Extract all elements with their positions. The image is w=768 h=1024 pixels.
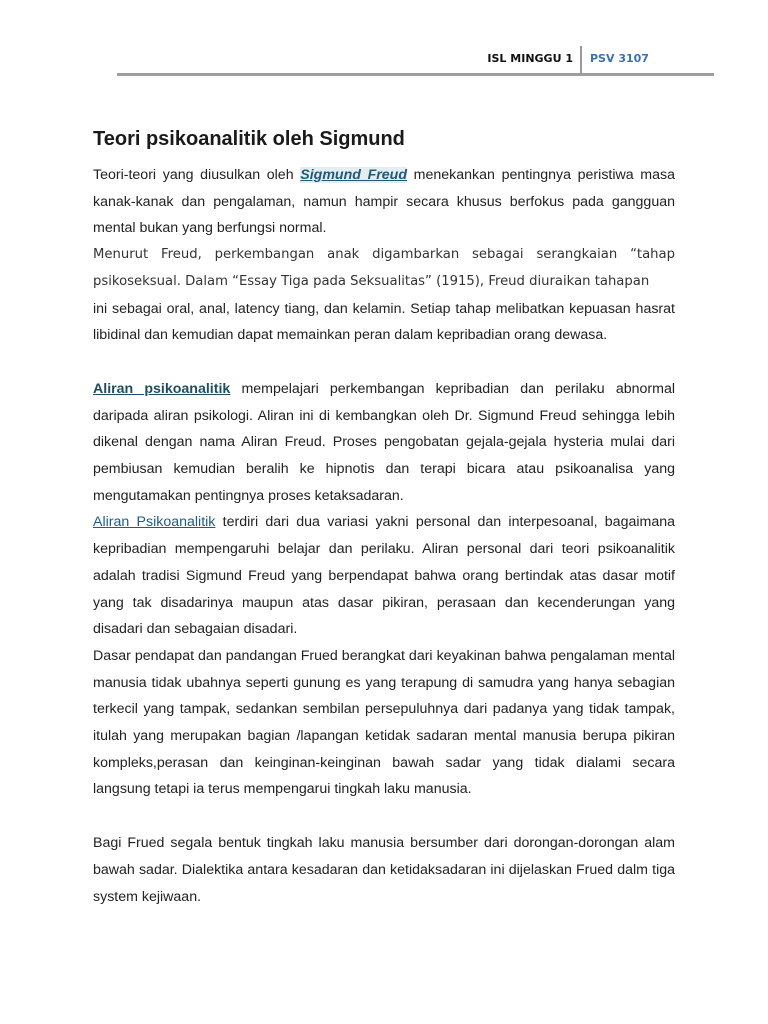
paragraph-variasi-text: terdiri dari dua variasi yakni personal dan interpesoanal, bagaimana kepribadian mempengaruhi belajar dan perilaku. Aliran personal dari teori psikoanalitik adalah tradisi Sigmund Freud yang berpendapat bahwa orang bertindak atas dasar motif yang tak disadarinya maupun atas dasar pikiran, perasaan dan kecenderungan yang disadari dan sebagaian disadari.	[93, 514, 675, 638]
document-body	[93, 124, 675, 910]
paragraph-variasi	[93, 509, 675, 643]
paragraph-intro	[93, 162, 675, 242]
aliran-psikoanalitik-link[interactable]: Aliran psikoanalitik	[93, 380, 231, 397]
header-rule	[117, 73, 714, 76]
paragraph-gap	[93, 349, 675, 376]
page-header	[0, 46, 768, 76]
header-separator	[580, 46, 582, 76]
paragraph-dasar-pendapat: Dasar pendapat dan pandangan Frued berangkat dari keyakinan bahwa pengalaman mental manusia tidak ubahnya seperti gunung es yang terapung di samudra yang hanya sebagian terkecil yang tampak, sedankan sembilan persepuluhnya dari padanya yang tidak tampak, itulah yang merupakan bagian /lapangan ketidak sadaran mental manusia berupa pikiran kompleks,perasan dan keinginan-keinginan bawah sadar yang tidak dialami secara langsung tetapi ia terus mempengarui tingkah laku manusia.	[93, 647, 675, 798]
document-title: Teori psikoanalitik oleh Sigmund	[93, 128, 405, 150]
header-course-week: ISL MINGGU 1	[487, 52, 573, 65]
paragraph-bagi-frued: Bagi Frued segala bentuk tingkah laku manusia bersumber dari dorongan-dorongan alam bawah sadar. Dialektika antara kesadaran dan ketidaksadaran ini dijelaskan Frued dalm tiga system kejiwaan.	[93, 835, 675, 905]
paragraph-gap-2	[93, 803, 675, 830]
sigmund-freud-link[interactable]: Sigmund Freud	[300, 167, 408, 183]
paragraph-intro-text-before: Teori-teori yang diusulkan oleh	[93, 167, 301, 183]
paragraph-aliran	[93, 376, 675, 510]
paragraph-aliran-text: mempelajari perkembangan kepribadian dan perilaku abnormal daripada aliran psikologi. Aliran ini di kembangkan oleh Dr. Sigmund Freud sehingga lebih dikenal dengan nama Aliran Freud. Proses pengobatan gejala-gejala hysteria mulai dari pembiusan kemudian beralih ke hipnotis dan terapi bicara atau psikoanalisa yang mengutamakan pentingnya proses ketaksadaran.	[93, 380, 675, 504]
paragraph-freud-stages: Menurut Freud, perkembangan anak digambarkan sebagai serangkaian “tahap psikoseksual. Dalam “Essay Tiga pada Seksualitas” (1915), Freud diuraikan tahapan	[93, 247, 675, 289]
paragraph-freud-stages-cont: ini sebagai oral, anal, latency tiang, dan kelamin. Setiap tahap melibatkan kepuasan hasrat libidinal dan kemudian dapat memainkan peran dalam kepribadian orang dewasa.	[93, 300, 675, 344]
aliran-psikoanalitik-link-2[interactable]: Aliran Psikoanalitik	[93, 514, 216, 531]
paragraph-intro-text-after: menekankan pentingnya peristiwa masa kanak-kanak dan pengalaman, namun hampir secara khusus berfokus pada gangguan mental bukan yang berfungsi normal.	[93, 167, 675, 237]
header-course-code: PSV 3107	[590, 52, 649, 65]
